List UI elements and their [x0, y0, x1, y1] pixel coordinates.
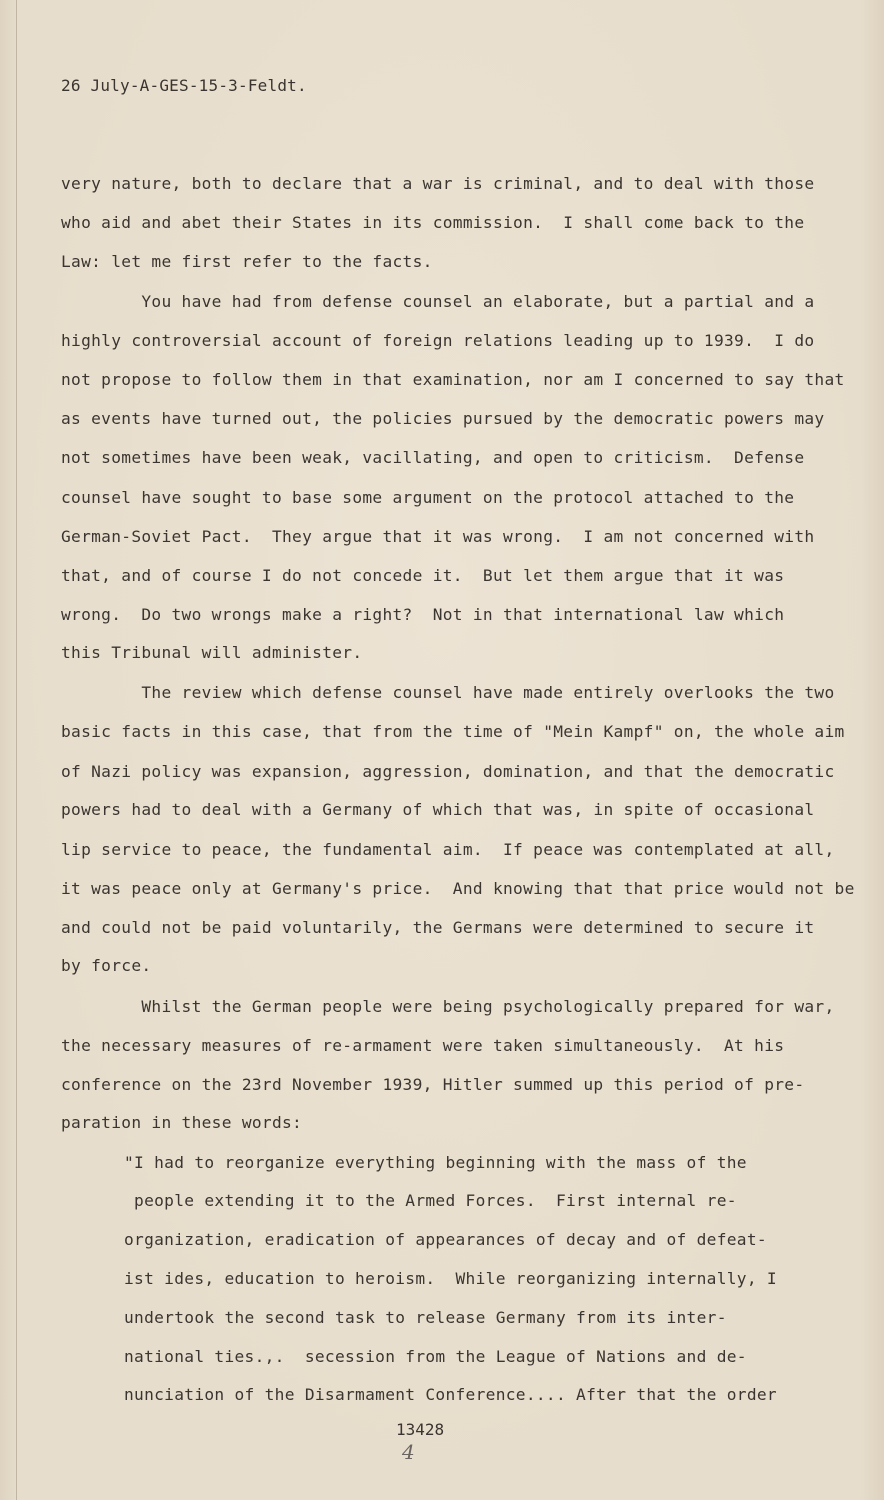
- quote-line: organization, eradication of appearances of decay and of defeat-: [124, 1230, 767, 1249]
- text-line: You have had from defense counsel an elaborate, but a partial and a: [61, 292, 815, 311]
- page-header: 26 July-A-GES-15-3-Feldt.: [61, 76, 307, 95]
- text-line: this Tribunal will administer.: [61, 643, 363, 662]
- text-line: powers had to deal with a Germany of which that was, in spite of occasional: [61, 800, 815, 819]
- text-line: German-Soviet Pact. They argue that it was wrong. I am not concerned with: [61, 527, 815, 546]
- text-line: very nature, both to declare that a war is criminal, and to deal with those: [61, 174, 815, 193]
- text-line: highly controversial account of foreign relations leading up to 1939. I do: [61, 331, 815, 350]
- quote-line: ist ides, education to heroism. While reorganizing internally, I: [124, 1269, 777, 1288]
- text-line: of Nazi policy was expansion, aggression, domination, and that the democratic: [61, 762, 835, 781]
- text-line: Law: let me first refer to the facts.: [61, 252, 433, 271]
- text-line: The review which defense counsel have made entirely overlooks the two: [61, 683, 835, 702]
- page-number: 13428: [396, 1420, 445, 1439]
- text-line: as events have turned out, the policies pursued by the democratic powers may: [61, 409, 825, 428]
- text-line: who aid and abet their States in its commission. I shall come back to the: [61, 213, 805, 232]
- torn-left-edge: [6, 0, 17, 1500]
- text-line: paration in these words:: [61, 1113, 303, 1132]
- text-line: it was peace only at Germany's price. And knowing that that price would not be: [61, 879, 855, 898]
- text-line: and could not be paid voluntarily, the Germans were determined to secure it: [61, 918, 815, 937]
- text-line: lip service to peace, the fundamental aim. If peace was contemplated at all,: [61, 840, 835, 859]
- text-line: Whilst the German people were being psychologically prepared for war,: [61, 997, 835, 1016]
- text-line: by force.: [61, 956, 152, 975]
- quote-line: undertook the second task to release Germany from its inter-: [124, 1308, 727, 1327]
- text-line: not sometimes have been weak, vacillating, and open to criticism. Defense: [61, 448, 805, 467]
- text-line: conference on the 23rd November 1939, Hitler summed up this period of pre-: [61, 1075, 805, 1094]
- handwritten-page-mark: 4: [402, 1440, 415, 1464]
- text-line: the necessary measures of re-armament were taken simultaneously. At his: [61, 1036, 785, 1055]
- text-line: wrong. Do two wrongs make a right? Not in that international law which: [61, 605, 785, 624]
- quote-line: people extending it to the Armed Forces. First internal re-: [124, 1191, 737, 1210]
- text-line: counsel have sought to base some argument on the protocol attached to the: [61, 488, 795, 507]
- quote-line: national ties.,. secession from the League of Nations and de-: [124, 1347, 747, 1366]
- text-line: that, and of course I do not concede it. But let them argue that it was: [61, 566, 785, 585]
- text-line: basic facts in this case, that from the time of "Mein Kampf" on, the whole aim: [61, 722, 845, 741]
- quote-line: nunciation of the Disarmament Conference.... After that the order: [124, 1385, 777, 1404]
- text-line: not propose to follow them in that examination, nor am I concerned to say that: [61, 370, 845, 389]
- quote-line: "I had to reorganize everything beginning with the mass of the: [124, 1153, 747, 1172]
